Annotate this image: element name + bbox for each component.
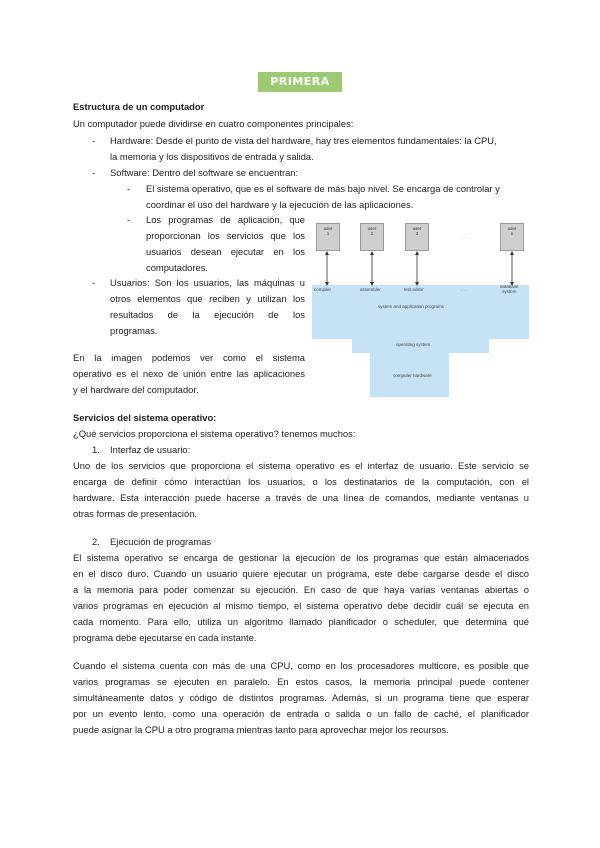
intro-text: Un computador puede dividirse en cuatro componentes principales: <box>73 118 354 129</box>
app-assembler: assembler <box>360 287 381 292</box>
image-caption-line-3: y el hardware del computador. <box>73 384 199 395</box>
multicore-paragraph-line-1: Cuando el sistema cuenta con más de una CPU, como en los procesadores multicore, es posible que <box>73 660 529 671</box>
item-program-execution: Ejecución de programas <box>110 536 212 547</box>
users-line-3: resultados de la ejecución de los <box>110 309 305 320</box>
image-caption-line-1: En la imagen podemos ver como el sistema <box>73 352 305 363</box>
apps-line-1: Los programas de aplicación, que <box>146 214 305 225</box>
user-box-2: user 2 <box>360 223 384 251</box>
page-title: PRIMERA PARTE <box>258 72 342 92</box>
exec-paragraph-line-1: El sistema operativo se encarga de gestionar la ejecución de los programas que están almacenados <box>73 552 529 563</box>
hardware-line-1: Hardware: Desde el punto de vista del hardware, hay tres elementos fundamentales: la CPU, <box>110 135 497 146</box>
user-box-3: user 3 <box>405 223 429 251</box>
image-caption-line-2: operativo es el nexo de unión entre las aplicaciones <box>73 368 305 379</box>
ui-paragraph-line-2: encarga de definir cómo interactúan los usuarios, o los destinatarios de la computación, con el <box>73 476 529 487</box>
os-line-1: El sistema operativo, que es el software de más bajo nivel. Se encarga de controlar y <box>146 183 500 194</box>
app-compiler: compiler <box>314 287 332 292</box>
users-ellipsis: . . . <box>462 234 469 239</box>
exec-paragraph-line-3: a la memoria para poder comenzar su ejecución. En caso de que haya varias ventanas abiertas o <box>73 584 529 595</box>
ui-paragraph-line-3: hardware. Esta interacción puede hacerse a través de una línea de comandos, mediante ventanas u <box>73 492 529 503</box>
bullet-dash: - <box>127 214 131 225</box>
software-layer-shape <box>312 285 529 368</box>
multicore-paragraph-line-3: simultáneamente datos y código de distintos programas. Además, si un programa tiene que esperar <box>73 692 529 703</box>
bullet-dash: - <box>92 277 96 288</box>
apps-line-4: computadores. <box>146 262 209 273</box>
os-line-2: coordinar el uso del hardware y la ejecución de las aplicaciones. <box>146 199 414 210</box>
users-line-1: Usuarios: Son los usuarios, las máquinas u <box>110 277 305 288</box>
services-question: ¿Qué servicios proporciona el sistema operativo? tenemos muchos: <box>73 428 356 439</box>
exec-paragraph-line-4: varios programas en ejecución al mismo tiempo, el sistema operativo debe decidir cuál se ejecuta en <box>73 600 529 611</box>
hardware-line-2: la memoria y los dispositivos de entrada y salida. <box>110 151 314 162</box>
os-label: operating system <box>396 342 431 347</box>
section-heading-services: Servicios del sistema operativo: <box>73 412 217 423</box>
users-line-4: programas. <box>110 325 158 336</box>
exec-paragraph-line-6: programa debe ejecutarse en cada instante. <box>73 632 257 643</box>
multicore-paragraph-line-4: por un evento lento, como una operación de entrada o salida o un fallo de caché, el planificador <box>73 708 529 719</box>
bullet-dash: - <box>127 183 131 194</box>
multicore-paragraph-line-5: puede asignar la CPU a otro programa mientras tanto para aprovechar mejor los recursos. <box>73 724 449 735</box>
user-arrows <box>327 252 512 285</box>
multicore-paragraph-line-2: varios programas se ejecuten en paralelo. En estos casos, la memoria principal puede contener <box>73 676 529 687</box>
user-box-n: user n <box>500 223 524 251</box>
user-box-1: user 1 <box>316 223 340 251</box>
app-database-system: database system <box>500 284 519 294</box>
arrow-heads <box>325 251 514 286</box>
exec-paragraph-line-5: cada momento. Para ello, utiliza un algoritmo llamado planificador o scheduler, que determina qué <box>73 616 529 627</box>
os-layers-diagram <box>312 221 529 397</box>
users-line-2: otros elementos que reciben y utilizan los <box>110 293 305 304</box>
system-programs-label: system and application programs <box>378 304 445 309</box>
app-text-editor: text editor <box>404 287 424 292</box>
hardware-label: computer hardware <box>393 373 432 378</box>
software-line: Software: Dentro del software se encuentran: <box>110 167 299 178</box>
apps-line-2: proporcionan los servicios que los <box>146 230 305 241</box>
section-heading-structure: Estructura de un computador <box>73 101 205 112</box>
list-number-2: 2. <box>92 536 100 547</box>
bullet-dash: - <box>92 167 96 178</box>
item-user-interface: Interfaz de usuario: <box>110 444 191 455</box>
apps-line-3: usuarios desean ejecutar en los <box>146 246 305 257</box>
exec-paragraph-line-2: en el disco duro. Cuando un usuario quiere ejecutar un programa, este debe cargarse desde el disco <box>73 568 529 579</box>
ui-paragraph-line-4: otras formas de presentación. <box>73 508 198 519</box>
list-number-1: 1. <box>92 444 100 455</box>
bullet-dash: - <box>92 135 96 146</box>
apps-ellipsis: . . . <box>461 287 468 292</box>
ui-paragraph-line-1: Uno de los servicios que proporciona el sistema operativo es el interfaz de usuario. Este servicio se <box>73 460 529 471</box>
